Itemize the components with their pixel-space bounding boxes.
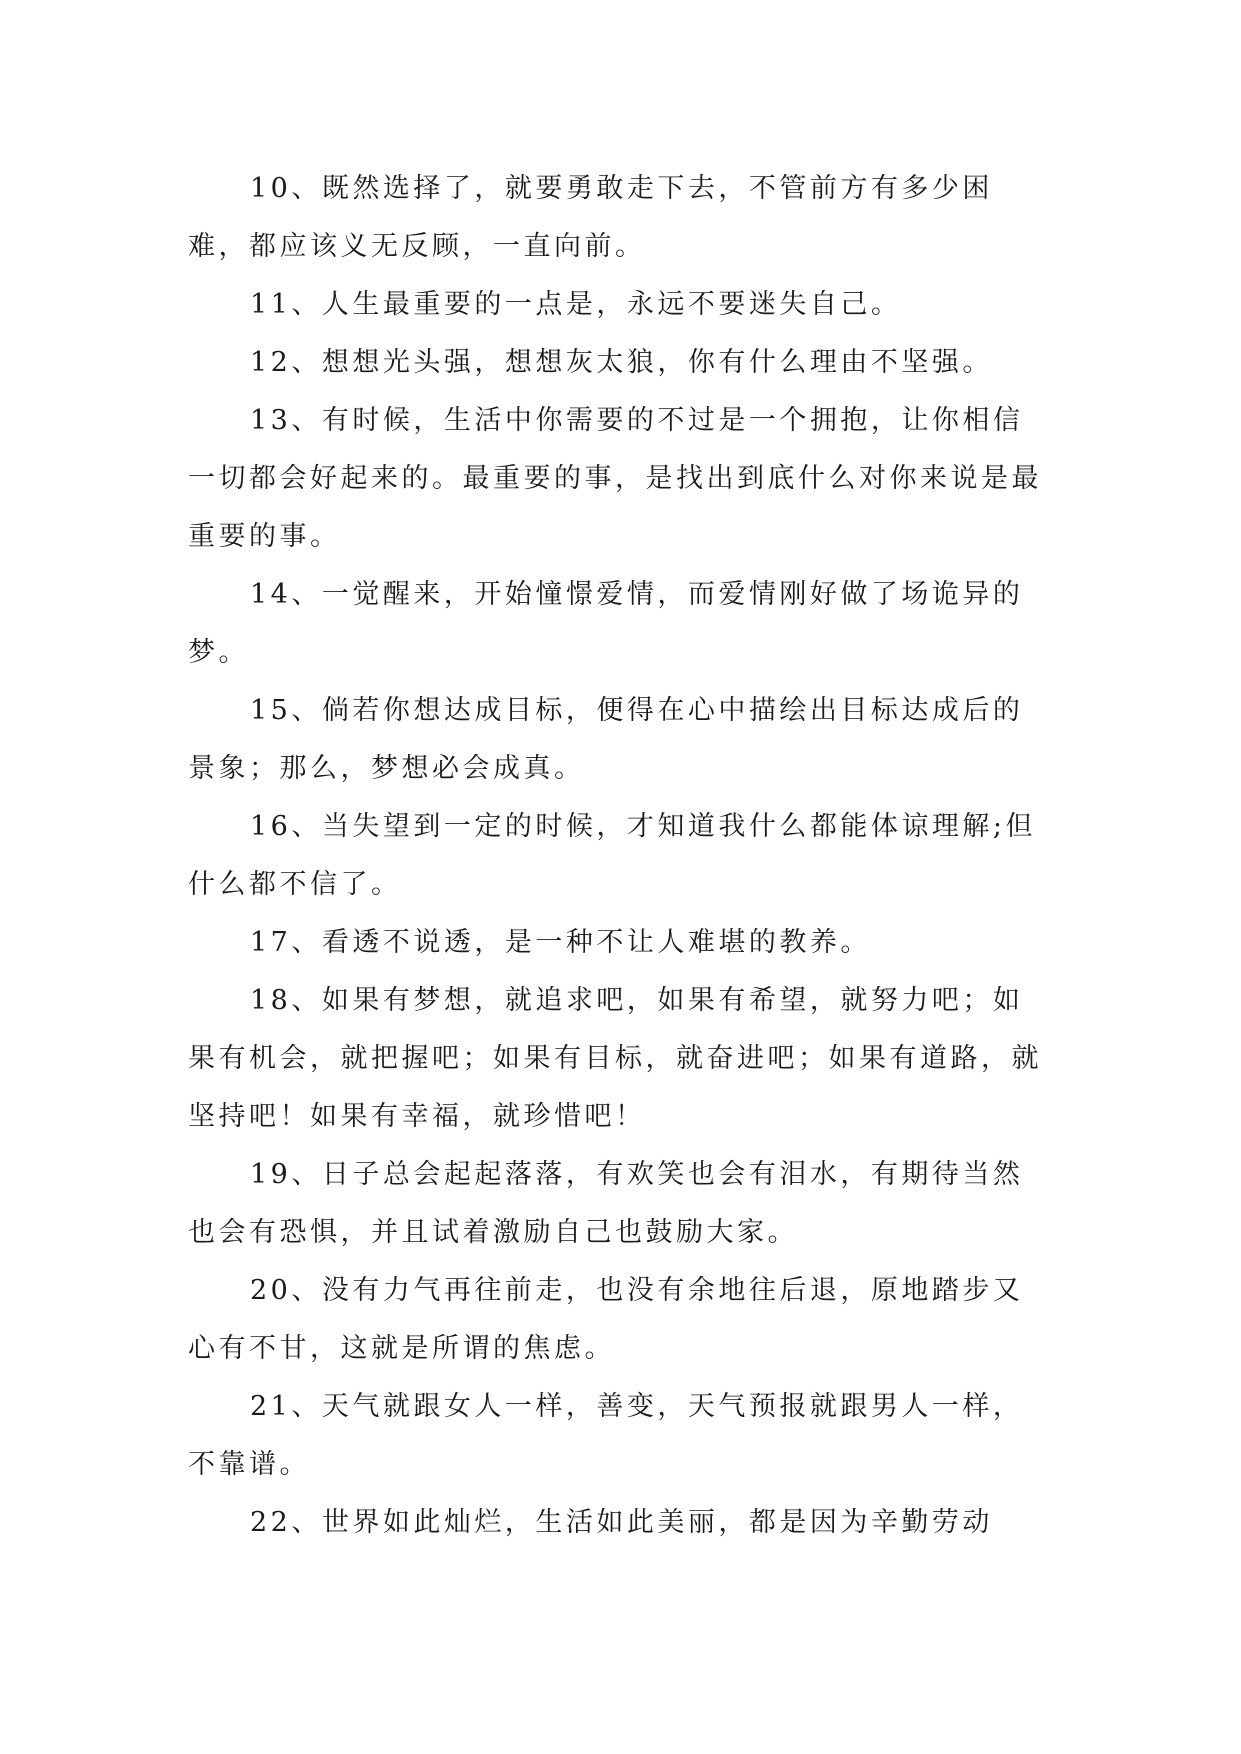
document-body bbox=[188, 160, 1050, 1552]
paragraph-11: 11、人生最重要的一点是，永远不要迷失自己。 bbox=[250, 289, 902, 320]
paragraph-12: 12、想想光头强，想想灰太狼，你有什么理由不坚强。 bbox=[250, 347, 993, 378]
paragraph-15: 15、倘若你想达成目标，便得在心中描绘出目标达成后的景象；那么，梦想必会成真。 bbox=[188, 695, 1024, 784]
paragraph-22: 22、世界如此灿烂，生活如此美丽，都是因为辛勤劳动 bbox=[250, 1507, 993, 1538]
paragraph-21: 21、天气就跟女人一样，善变，天气预报就跟男人一样，不靠谱。 bbox=[188, 1391, 1024, 1480]
paragraph-14: 14、一觉醒来，开始憧憬爱情，而爱情刚好做了场诡异的梦。 bbox=[188, 579, 1024, 668]
paragraph-10: 10、既然选择了，就要勇敢走下去，不管前方有多少困难，都应该义无反顾，一直向前。 bbox=[188, 173, 993, 262]
paragraph-16: 16、当失望到一定的时候，才知道我什么都能体谅理解;但什么都不信了。 bbox=[188, 811, 1036, 900]
paragraph-13: 13、有时候，生活中你需要的不过是一个拥抱，让你相信一切都会好起来的。最重要的事，是找出到底什么对你来说是最重要的事。 bbox=[188, 405, 1042, 552]
paragraph-17: 17、看透不说透，是一种不让人难堪的教养。 bbox=[250, 927, 871, 958]
paragraph-20: 20、没有力气再往前走，也没有余地往后退，原地踏步又心有不甘，这就是所谓的焦虑。 bbox=[188, 1275, 1024, 1364]
paragraph-19: 19、日子总会起起落落，有欢笑也会有泪水，有期待当然也会有恐惧，并且试着激励自己也鼓励大家。 bbox=[188, 1159, 1024, 1248]
paragraph-18: 18、如果有梦想，就追求吧，如果有希望，就努力吧；如果有机会，就把握吧；如果有目标，就奋进吧；如果有道路，就坚持吧！如果有幸福，就珍惜吧！ bbox=[188, 985, 1042, 1132]
